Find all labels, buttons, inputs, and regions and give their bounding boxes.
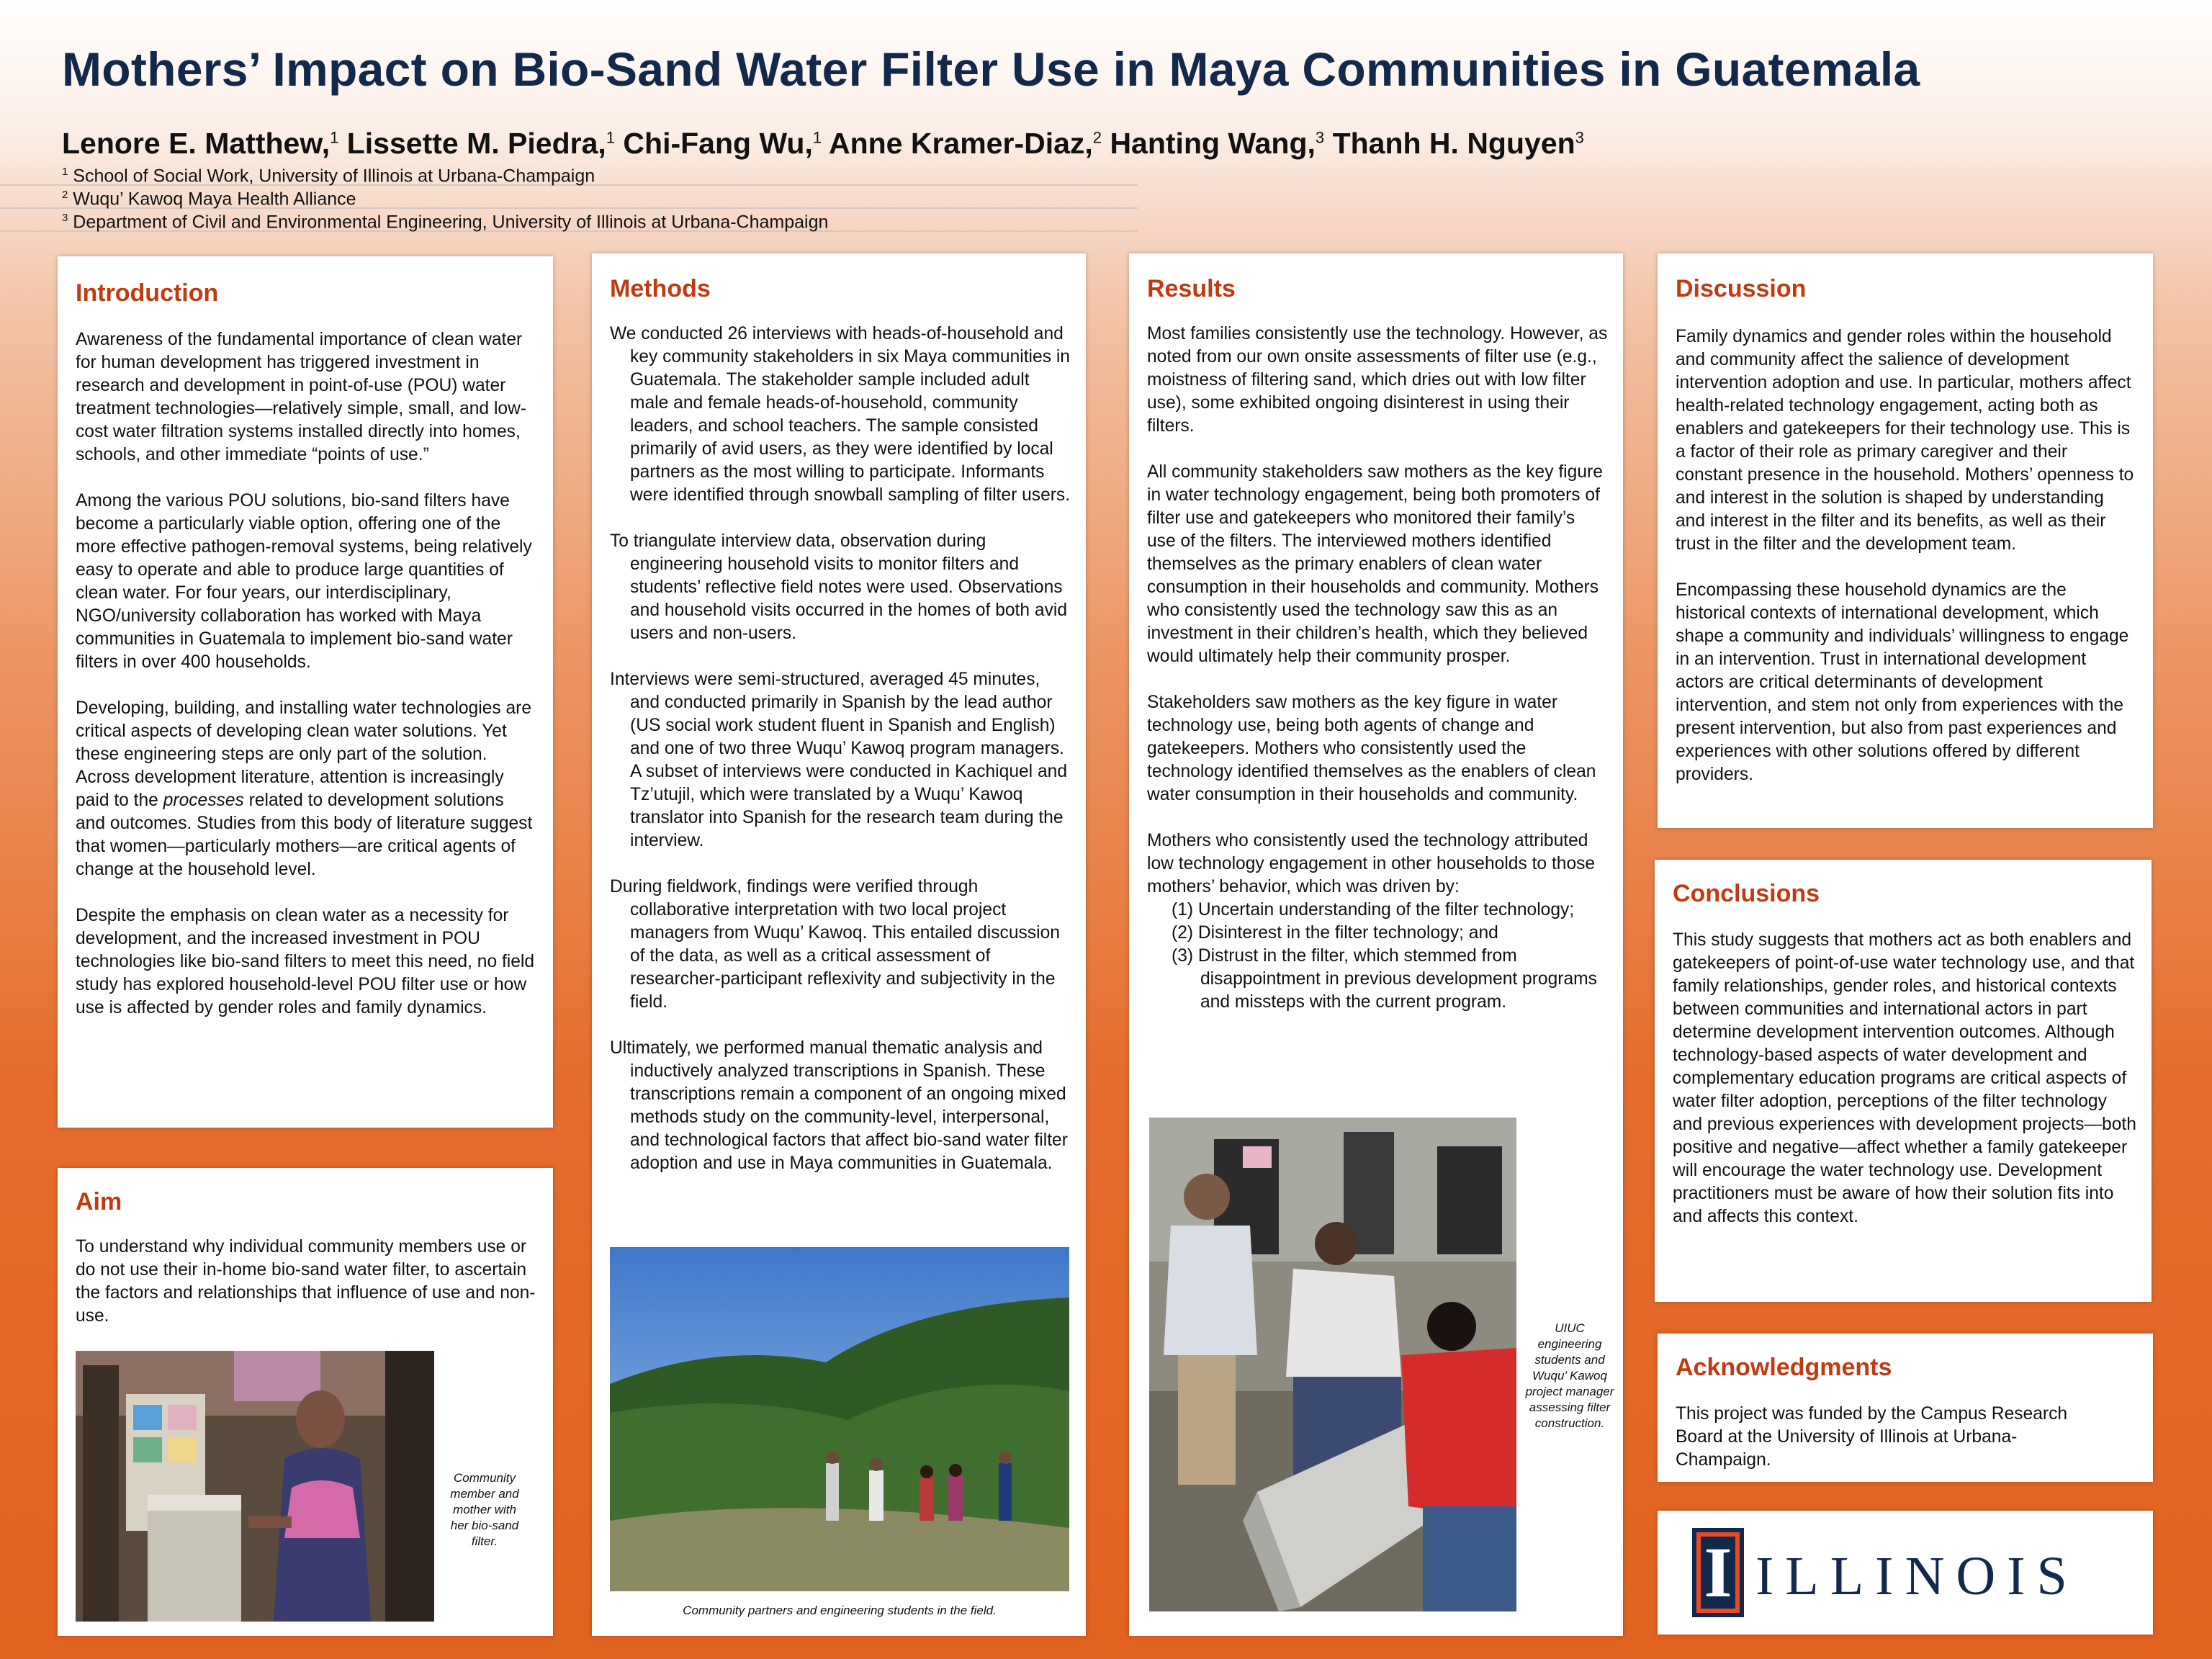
affiliation-mark: 3 — [62, 212, 68, 224]
author-name: Thanh H. Nguyen — [1332, 127, 1575, 160]
logo-mark-letter: I — [1704, 1532, 1732, 1612]
section-heading: Results — [1147, 275, 1236, 302]
affiliation-text: Department of Civil and Environmental Engineering, University of Illinois at Urbana-Champaign — [73, 212, 829, 233]
author-name: Anne Kramer-Diaz, — [828, 127, 1093, 160]
affiliation-line — [62, 189, 356, 210]
paragraph: Mothers who consistently used the technology attributed low technology engagement in other households to those mothers’ behavior, which was driven by: — [1147, 831, 1596, 896]
introduction-body — [76, 328, 536, 1043]
author-name: Chi-Fang Wu, — [623, 127, 813, 160]
author-affiliation-mark: 3 — [1315, 128, 1325, 147]
photo-caption: UIUC engineering students and Wuqu’ Kawoq project manager assessing filter construction. — [1525, 1321, 1614, 1430]
section-heading: Conclusions — [1673, 880, 1820, 907]
acknowledgments-body — [1676, 1403, 2079, 1472]
author-affiliation-mark: 1 — [330, 128, 339, 147]
affiliation-mark: 2 — [62, 189, 68, 201]
aim-panel — [58, 1168, 553, 1636]
list-item: (2) Disinterest in the filter technology; and — [1172, 923, 1498, 943]
paragraph: To triangulate interview data, observation during engineering household visits to monitor filters and students’ reflective field notes were used. Observations and household visits occurred in the homes of both avid users and non-users. — [610, 531, 1068, 643]
introduction-panel — [58, 256, 553, 1128]
affiliation-line — [62, 212, 828, 233]
author-affiliation-mark: 2 — [1092, 128, 1102, 147]
results-body — [1147, 323, 1608, 1014]
acknowledgments-panel — [1658, 1334, 2153, 1482]
list-item: (1) Uncertain understanding of the filter technology; — [1172, 900, 1575, 920]
paragraph: Family dynamics and gender roles within the household and community affect the salience of development intervention adoption and use. In particular, mothers affect health-related technology engagement, acting both as enablers and gatekeepers for their technology use. This is a factor of their role as primary caregiver and their constant presence in the household. Mothers’ openness to and interest in the solution is shaped by understanding and interest in the filter and its benefits, as well as their trust in the filter and the development team. — [1676, 327, 2134, 554]
paragraph: Stakeholders saw mothers as the key figure in water technology use, being both agents of change and gatekeepers. Mothers who consistently used the technology identified themselves as the enablers of clean water consumption in their households and community. — [1147, 693, 1596, 804]
paragraph: Among the various POU solutions, bio-sand filters have become a particularly viable option, offering one of the more effective pathogen-removal systems, being relatively easy to operate and able to produce large quantities of clean water. For four years, our interdisciplinary, NGO/university collaboration has worked with Maya communities in Guatemala to implement bio-sand water filters in over 400 households. — [76, 491, 532, 672]
paragraph: All community stakeholders saw mothers as the key figure in water technology engagement, being both promoters of filter use and gatekeepers who monitored their family’s use of the filters. The interviewed mothers identified themselves as the primary enablers of clean water consumption in their households and community. Mothers who consistently used the technology saw this as an investment in their children’s health, which they believed would ultimately help their community prosper. — [1147, 462, 1603, 666]
paragraph: Despite the emphasis on clean water as a necessity for development, and the increased investment in POU technologies like bio-sand filters to meet this need, no field study has explored household-level POU filter use or how use is affected by gender roles and family dynamics. — [76, 906, 535, 1017]
author-affiliation-mark: 1 — [812, 128, 822, 147]
methods-panel — [592, 253, 1086, 1636]
author-name: Hanting Wang, — [1110, 127, 1316, 160]
affiliation-text: Wuqu’ Kawoq Maya Health Alliance — [73, 189, 356, 210]
author-list — [62, 127, 1584, 161]
paragraph: Encompassing these household dynamics are the historical contexts of international development, which shape a community and individuals’ willingness to engage in an intervention. Trust in international development actors are critical determinants of development intervention, and stem not only from experiences with the present intervention, but also from past experiences and experiences with other solutions offered by different providers. — [1676, 580, 2129, 784]
emphasis-text: processes — [163, 791, 244, 810]
section-heading: Introduction — [76, 279, 219, 307]
section-heading: Aim — [76, 1188, 122, 1215]
paragraph: This project was funded by the Campus Research Board at the University of Illinois at Urbana-Champaign. — [1676, 1404, 2068, 1470]
affiliation-mark: 1 — [62, 166, 68, 178]
discussion-body — [1676, 325, 2136, 786]
poster-title: Mothers’ Impact on Bio-Sand Water Filter Use in Maya Communities in Guatemala — [62, 42, 1920, 96]
paragraph — [76, 697, 536, 881]
paragraph: This study suggests that mothers act as both enablers and gatekeepers of point-of-use water technology use, and that family relationships, gender roles, and historical contexts between communities and international actors in part determine development intervention outcomes. Although technology-based aspects of water development and complementary education programs are critical aspects of water filter adoption, perceptions of the filter technology and previous experiences with development projects—both positive and negative—affect whether a family gatekeeper will encourage the water technology use. Development practitioners must be aware of how their solution fits into and affects this context. — [1673, 930, 2136, 1226]
paragraph-text: related to development solutions and outcomes. Studies from this body of literature suggest that women—particularly mothers—are critical agents of change at the household level. — [76, 791, 533, 879]
results-panel — [1129, 253, 1623, 1636]
paragraph: During fieldwork, findings were verified through collaborative interpretation with two local project managers from Wuqu’ Kawoq. This entailed discussion of the data, as well as a critical assessment of researcher-participant reflexivity and subjectivity in the field. — [610, 877, 1060, 1012]
methods-body — [610, 323, 1071, 1198]
conclusions-body — [1673, 929, 2138, 1228]
paragraph-text: Developing, building, and installing water technologies are critical aspects of developing clean water solutions. Yet these engineering steps are only part of the solution. Across development literature, attention is increasingly paid to the — [76, 698, 532, 810]
paragraph: We conducted 26 interviews with heads-of-household and key community stakeholders in six Maya communities in Guatemala. The stakeholder sample included adult male and female heads-of-household, community leaders, and school teachers. The sample consisted primarily of avid users, as they were identified by local partners as the most willing to participate. Informants were identified through snowball sampling of filter users. — [610, 324, 1071, 505]
author-name: Lissette M. Piedra, — [346, 127, 606, 160]
paragraph: Ultimately, we performed manual thematic analysis and inductively analyzed transcriptions in Spanish. These transcriptions remain a component of an ongoing mixed methods study on the community-level, interpersonal, and technological factors that affect bio-sand water filter adoption and use in Maya communities in Guatemala. — [610, 1038, 1068, 1173]
mother-with-filter-photo — [76, 1351, 434, 1622]
discussion-panel — [1658, 253, 2153, 828]
author-affiliation-mark: 1 — [606, 128, 616, 147]
photo-caption: Community member and mother with her bio-sand filter. — [450, 1471, 519, 1548]
paragraph: Awareness of the fundamental importance of clean water for human development has triggered investment in research and development in point-of-use (POU) water treatment technologies—relatively simple, small, and low-cost water filtration systems installed directly into homes, schools, and other immediate “points of use.” — [76, 330, 527, 464]
paragraph: To understand why individual community members use or do not use their in-home bio-sand water filter, to ascertain the factors and relationships that influence of use and non-use. — [76, 1237, 536, 1326]
photo-caption: Community partners and engineering students in the field. — [683, 1604, 997, 1617]
affiliation-line — [62, 166, 595, 186]
author-affiliation-mark: 3 — [1575, 128, 1584, 147]
section-heading: Acknowledgments — [1676, 1354, 1892, 1381]
field-team-photo — [610, 1247, 1069, 1591]
filter-construction-photo — [1149, 1118, 1516, 1611]
illinois-wordmark: ILLINOIS — [1755, 1546, 2079, 1606]
paragraph: Interviews were semi-structured, averaged 45 minutes, and conducted primarily in Spanish by the lead author (US social work student fluent in Spanish and English) and one of two three Wuqu’ Kawoq program managers. A subset of interviews were conducted in Kachiquel and Tz’utujil, which were translated by a Wuqu’ Kawoq translator into Spanish for the research team during the interview. — [610, 670, 1068, 850]
conclusions-panel — [1655, 860, 2152, 1302]
illinois-block-i-logo — [1692, 1528, 1744, 1617]
author-name: Lenore E. Matthew, — [62, 127, 331, 160]
affiliation-text: School of Social Work, University of Illinois at Urbana-Champaign — [73, 166, 595, 186]
paragraph: Most families consistently use the technology. However, as noted from our own onsite assessments of filter use (e.g., moistness of filtering sand, which dries out with low filter use), some exhibited ongoing disinterest in using their filters. — [1147, 324, 1608, 436]
section-heading: Discussion — [1676, 275, 1807, 302]
list-item: (3) Distrust in the filter, which stemmed from disappointment in previous development programs and missteps with the current program. — [1172, 946, 1597, 1012]
section-heading: Methods — [610, 275, 711, 302]
logo-panel — [1658, 1511, 2153, 1635]
aim-body — [76, 1236, 536, 1328]
